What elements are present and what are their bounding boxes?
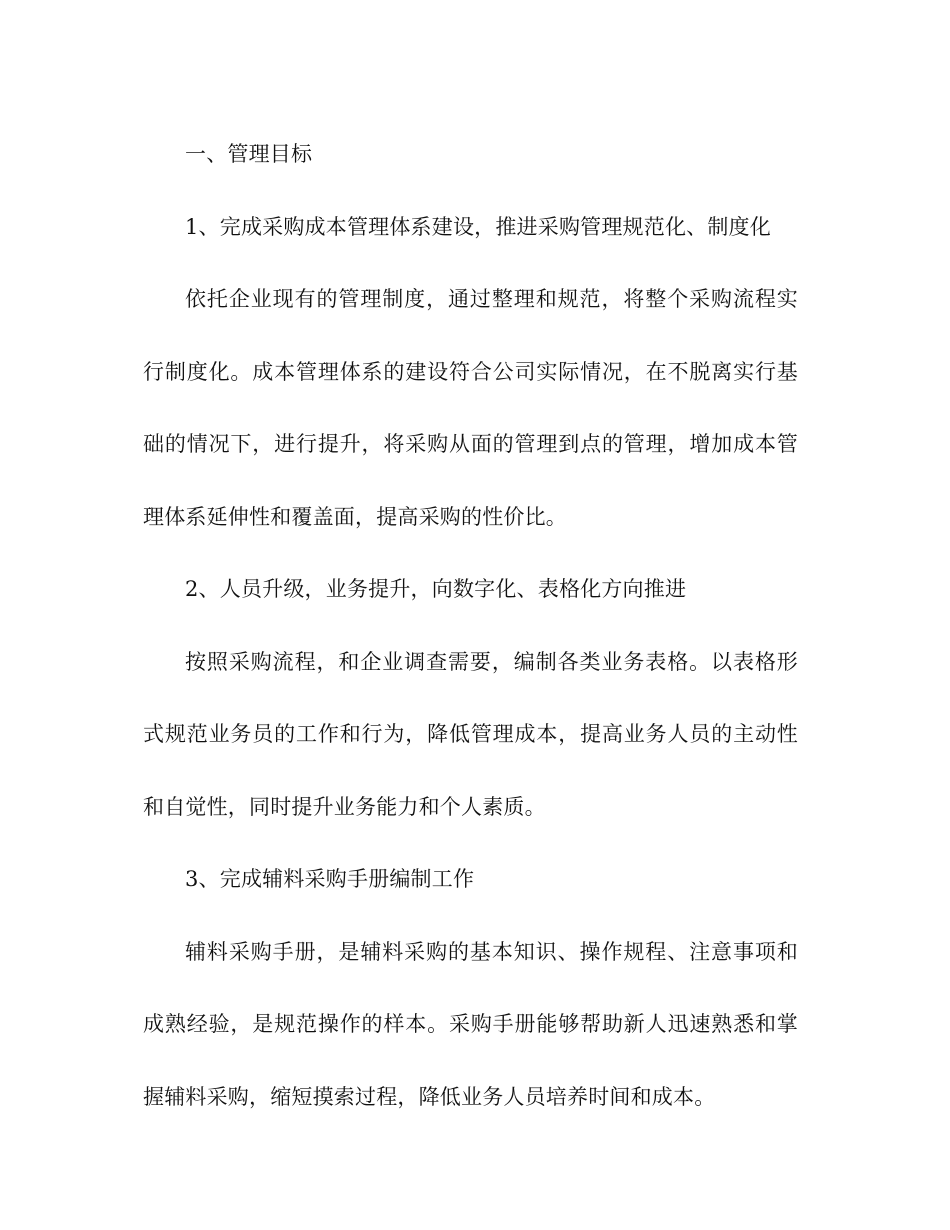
- item-1-paragraph: 依托企业现有的管理制度，通过整理和规范，将整个采购流程实行制度化。成本管理体系的建设符合公司实际情况，在不脱离实行基础的情况下，进行提升，将采购从面的管理到点的管理，增加成本管理体系延伸性和覆盖面，提高采购的性价比。: [143, 287, 798, 529]
- document-body: [143, 118, 798, 1133]
- item-3-title: 3、完成辅料采购手册编制工作: [185, 867, 475, 891]
- item-1-title: 1、完成采购成本管理体系建设，推进采购管理规范化、制度化: [185, 214, 771, 239]
- item-2-paragraph: 按照采购流程，和企业调查需要，编制各类业务表格。以表格形式规范业务员的工作和行为，降低管理成本，提高业务人员的主动性和自觉性，同时提升业务能力和个人素质。: [143, 649, 798, 819]
- section-heading: 一、管理目标: [185, 142, 313, 166]
- item-3-paragraph: 辅料采购手册，是辅料采购的基本知识、操作规程、注意事项和成熟经验，是规范操作的样本。采购手册能够帮助新人迅速熟悉和掌握辅料采购，缩短摸索过程，降低业务人员培养时间和成本。: [143, 939, 798, 1109]
- item-2-title: 2、人员升级，业务提升，向数字化、表格化方向推进: [185, 577, 687, 601]
